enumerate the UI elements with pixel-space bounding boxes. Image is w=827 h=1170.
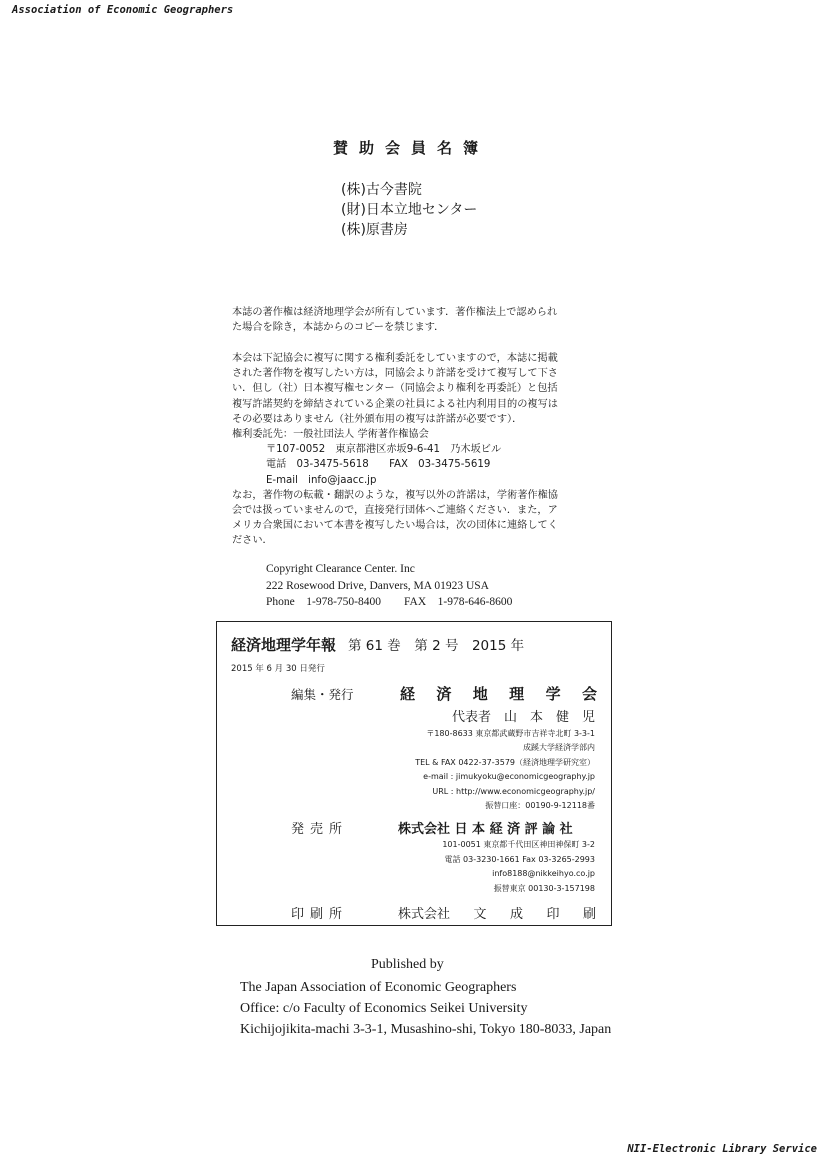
notice-line: 本誌の著作権は経済地理学会が所有しています．著作権法上で認められ	[232, 307, 558, 318]
address-line: 電話 03-3230-1661 Fax 03-3265-2993	[444, 854, 595, 864]
printer-char: 刷	[582, 907, 596, 922]
address-line: 振替口座：00190-9-12118番	[485, 801, 595, 811]
journal-name: 経済地理学年報	[231, 636, 337, 654]
publisher-info	[240, 977, 611, 1040]
journal-heading	[231, 634, 524, 655]
address-line: 〒180-8633 東京都武蔵野市吉祥寺北町 3-3-1	[426, 729, 595, 738]
ccc-info	[266, 561, 512, 611]
colophon-box	[216, 621, 612, 926]
address-line: info8188@nikkeihyo.co.jp	[492, 869, 595, 878]
publisher-line: The Japan Association of Economic Geographers	[240, 980, 517, 995]
notice-line: なお，著作物の転載・翻訳のような，複写以外の許諾は，学術著作権協	[232, 489, 558, 501]
issue-date: 2015 年 6 月 30 日発行	[231, 664, 325, 674]
editor-label: 編集・発行	[291, 687, 354, 702]
notice-line: ださい．	[232, 535, 273, 547]
seller-name: 株式会社 日 本 経 済 評 論 社	[398, 822, 573, 837]
address-line: e-mail : jimukyoku@economicgeography.jp	[423, 772, 595, 782]
reproduction-notice	[232, 351, 558, 549]
delegate-email: E-mail info@jaacc.jp	[266, 474, 377, 486]
notice-line: 会では扱っていませんので，直接発行団体へご連絡ください．また，ア	[232, 505, 558, 517]
society-char: 会	[581, 685, 597, 703]
supporters-title: 賛助会員名簿	[333, 139, 490, 157]
header-source-label: Association of Economic Geographers	[12, 4, 234, 16]
notice-line: された著作物を複写したい方は，同協会より許諾を受けて複写して下さ	[232, 368, 558, 380]
printer-char: 成	[509, 907, 523, 922]
notice-line: 本会は下記協会に複写に関する権利委託をしていますので，本誌に掲載	[232, 353, 558, 364]
delegate-phone: 電話 03-3475-5618 FAX 03-3475-5619	[266, 459, 491, 471]
notice-line: 複写許諾契約を締結されている企業の社員による社内利用目的の複写は	[232, 398, 558, 410]
representative: 代表者 山 本 健 児	[451, 710, 595, 725]
footer-source-label: NII-Electronic Library Service	[627, 1143, 817, 1155]
printer-char: 文	[473, 907, 487, 922]
notice-line: メリカ合衆国において本書を複写したい場合は，次の団体に連絡してく	[232, 520, 558, 532]
printer-label: 印刷所	[291, 907, 349, 922]
ccc-name: Copyright Clearance Center. Inc	[266, 563, 415, 575]
notice-line: その必要はありません（社外頒布用の複写は許諾が必要です）．	[232, 413, 523, 425]
society-name	[400, 683, 597, 704]
society-char: 学	[545, 685, 561, 703]
address-line: TEL & FAX 0422-37-3579（経済地理学研究室）	[415, 757, 595, 767]
society-char: 経	[400, 685, 416, 703]
copyright-notice	[232, 305, 557, 335]
supporters-list	[341, 180, 477, 240]
seller-address	[442, 838, 595, 896]
published-heading: Published by	[371, 957, 444, 972]
seller-label: 発売所	[291, 822, 349, 837]
ccc-address: 222 Rosewood Drive, Danvers, MA 01923 USA	[266, 579, 489, 592]
notice-line: い．但し（社）日本複写権センター（同協会より権利を再委託）と包括	[232, 383, 558, 395]
delegate-address: 〒107-0052 東京都港区赤坂9-6-41 乃木坂ビル	[266, 444, 502, 456]
notice-line: た場合を除き，本誌からのコピーを禁じます．	[232, 322, 445, 334]
address-line: 振替東京 00130-3-157198	[493, 883, 595, 893]
printer-word: 株式会社	[398, 907, 451, 922]
address-line: 101-0051 東京都千代田区神田神保町 3-2	[442, 840, 595, 849]
society-char: 理	[509, 685, 525, 703]
supporter-item: (株)原書房	[341, 222, 408, 238]
supporter-item: (株)古今書院	[341, 182, 422, 198]
printer-char: 印	[546, 907, 560, 922]
delegate-label: 権利委託先：一般社団法人 学術著作権協会	[232, 429, 429, 441]
address-line: 成蹊大学経済学部内	[523, 743, 595, 753]
society-address	[415, 727, 595, 813]
supporter-item: (財)日本立地センター	[341, 202, 478, 218]
society-char: 済	[436, 685, 452, 703]
printer-name	[398, 903, 596, 922]
society-char: 地	[472, 685, 488, 703]
publisher-line: Kichijojikita-machi 3-3-1, Musashino-shi, Tokyo 180-8033, Japan	[240, 1022, 612, 1037]
journal-volume: 第 61 巻 第 2 号 2015 年	[348, 638, 525, 654]
address-line: URL : http://www.economicgeography.jp/	[432, 786, 595, 796]
ccc-phone: Phone 1-978-750-8400 FAX 1-978-646-8600	[266, 596, 513, 608]
publisher-line: Office: c/o Faculty of Economics Seikei University	[240, 1001, 528, 1016]
